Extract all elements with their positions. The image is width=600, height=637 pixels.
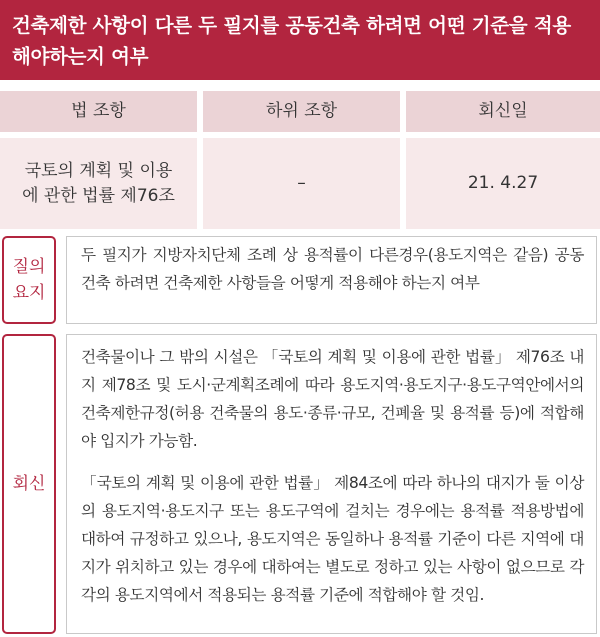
answer-paragraph: 건축물이나 그 밖의 시설은 「국토의 계획 및 이용에 관한 법률」 제76조 내지 제78조 및 도시·군계획조례에 따라 용도지역·용도지구·용도구역안에서의 건축제한규정(허용 건축물의 용도·종류·규모, 건폐율 및 용적률 등)에 적합해야 입지가 가능함. xyxy=(81,348,584,450)
question-label: 질의 요지 xyxy=(2,236,56,324)
table-row xyxy=(0,138,600,229)
header-law-article: 법 조항 xyxy=(0,91,197,132)
answer-content xyxy=(66,334,597,634)
table-header-row xyxy=(0,91,600,132)
page-title: 건축제한 사항이 다른 두 필지를 공동건축 하려면 어떤 기준을 적용 해야하는지 여부 xyxy=(0,0,600,80)
cell-law-article: 국토의 계획 및 이용에 관한 법률 제76조 xyxy=(0,138,197,229)
header-sub-article: 하위 조항 xyxy=(203,91,400,132)
header-reply-date: 회신일 xyxy=(406,91,600,132)
cell-sub-article: – xyxy=(203,138,400,229)
question-text: 두 필지가 지방자치단체 조례 상 용적률이 다른경우(용도지역은 같음) 공동 건축 하려면 건축제한 사항들을 어떻게 적용해야 하는지 여부 xyxy=(66,236,597,324)
answer-label: 회신 xyxy=(2,334,56,634)
answer-paragraph: 「국토의 계획 및 이용에 관한 법률」 제84조에 따라 하나의 대지가 둘 이상의 용도지역·용도지구 또는 용도구역에 걸치는 경우에는 용적률 적용방법에 대하여 규정하고 있으나, 용도지역은 동일하나 용적률 기준이 다른 지역에 대지가 위치하고 있는 경우에 대하여는 별도로 정하고 있는 사항이 없으므로 각각의 용도지역에서 적용되는 용적률 기준에 적합해야 할 것임. xyxy=(81,474,584,604)
cell-reply-date: 21. 4.27 xyxy=(406,138,600,229)
